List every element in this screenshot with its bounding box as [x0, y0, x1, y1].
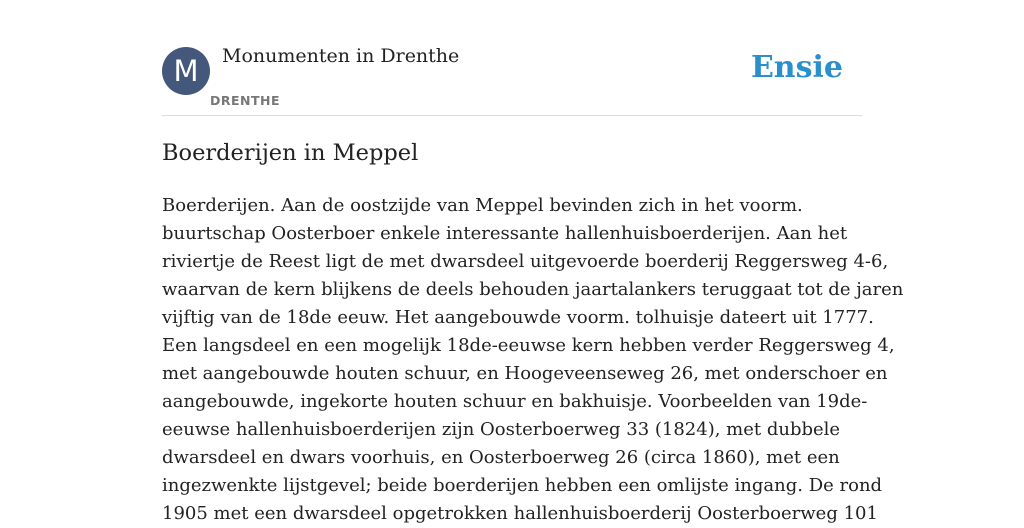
article-body — [162, 192, 904, 528]
source-title-link[interactable]: Monumenten in Drenthe — [222, 45, 460, 67]
article-body-line: Een langsdeel en een mogelijk 18de-eeuwse kern hebben verder Reggersweg 4, — [162, 335, 895, 356]
article-body-line: aangebouwde, ingekorte houten schuur en bakhuisje. Voorbeelden van 19de- — [162, 391, 868, 412]
article-body-line: eeuwse hallenhuisboerderijen zijn Oosterboerweg 33 (1824), met dubbele — [162, 419, 841, 440]
category-link[interactable]: DRENTHE — [210, 93, 281, 108]
article-body-line: dwarsdeel en dwars voorhuis, en Oosterboerweg 26 (circa 1860), met een — [162, 447, 840, 468]
brand-logo[interactable]: Ensie — [750, 50, 843, 85]
article-body-line: 1905 met een dwarsdeel opgetrokken hallenhuisboerderij Oosterboerweg 101 — [162, 503, 878, 524]
article-title: Boerderijen in Meppel — [162, 140, 419, 166]
article-body-line: riviertje de Reest ligt de met dwarsdeel uitgevoerde boerderij Reggersweg 4-6, — [162, 251, 889, 272]
article-body-line: vijftig van de 18de eeuw. Het aangebouwde voorm. tolhuisje dateert uit 1777. — [162, 307, 874, 328]
article-body-line: waarvan de kern blijkens de deels behouden jaartalankers teruggaat tot de jaren — [162, 279, 904, 300]
source-avatar[interactable]: M — [162, 47, 210, 95]
article-body-line: met aangebouwde houten schuur, en Hoogeveenseweg 26, met onderschoer en — [162, 363, 888, 384]
article-body-line: buurtschap Oosterboer enkele interessante hallenhuisboerderijen. Aan het — [162, 223, 848, 244]
article-body-line: ingezwenkte lijstgevel; beide boerderijen hebben een omlijste ingang. De rond — [162, 475, 883, 496]
header — [162, 0, 862, 116]
article-body-line: Boerderijen. Aan de oostzijde van Meppel bevinden zich in het voorm. — [162, 195, 803, 216]
